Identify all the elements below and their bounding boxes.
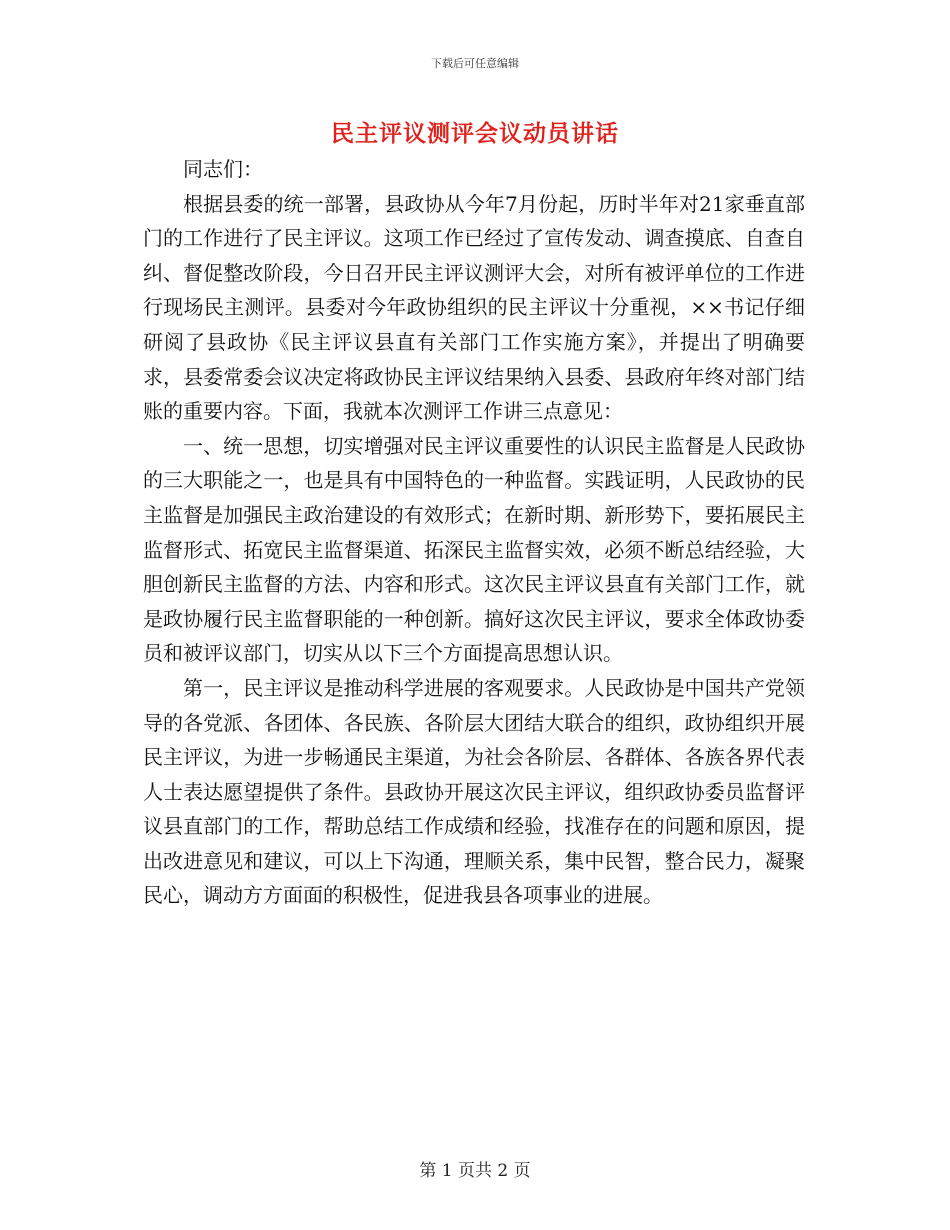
salutation: 同志们： bbox=[183, 157, 263, 181]
paragraph: 第一，民主评议是推动科学进展的客观要求。人民政协是中国共产党领导的各党派、各团体、各民族、各阶层大团结大联合的组织，政协组织开展民主评议，为进一步畅通民主渠道，为社会各阶层、各群体、各族各界代表人士表达愿望提供了条件。县政协开展这次民主评议，组织政协委员监督评议县直部门的工作，帮助总结工作成绩和经验，找准存在的问题和原因，提出改进意见和建议，可以上下沟通，理顺关系，集中民智，整合民力，凝聚民心，调动方方面面的积极性，促进我县各项事业的进展。 bbox=[143, 675, 805, 908]
page-footer: 第 1 页共 2 页 bbox=[419, 1161, 531, 1181]
paragraph: 一、统一思想，切实增强对民主评议重要性的认识民主监督是人民政协的三大职能之一，也是具有中国特色的一种监督。实践证明，人民政协的民主监督是加强民主政治建设的有效形式；在新时期、新形势下，要拓展民主监督形式、拓宽民主监督渠道、拓深民主监督实效，必须不断总结经验，大胆创新民主监督的方法、内容和形式。这次民主评议县直有关部门工作，就是政协履行民主监督职能的一种创新。搞好这次民主评议，要求全体政协委员和被评议部门，切实从以下三个方面提高思想认识。 bbox=[143, 433, 805, 666]
document-body bbox=[143, 152, 805, 913]
header-note: 下载后可任意编辑 bbox=[431, 57, 519, 70]
document-title: 民主评议测评会议动员讲话 bbox=[331, 120, 619, 147]
paragraph: 根据县委的统一部署，县政协从今年7月份起，历时半年对21家垂直部门的工作进行了民主评议。这项工作已经过了宣传发动、调查摸底、自查自纠、督促整改阶段，今日召开民主评议测评大会，对所有被评单位的工作进行现场民主测评。县委对今年政协组织的民主评议十分重视，××书记仔细研阅了县政协《民主评议县直有关部门工作实施方案》，并提出了明确要求，县委常委会议决定将政协民主评议结果纳入县委、县政府年终对部门结账的重要内容。下面，我就本次测评工作讲三点意见： bbox=[143, 191, 805, 424]
